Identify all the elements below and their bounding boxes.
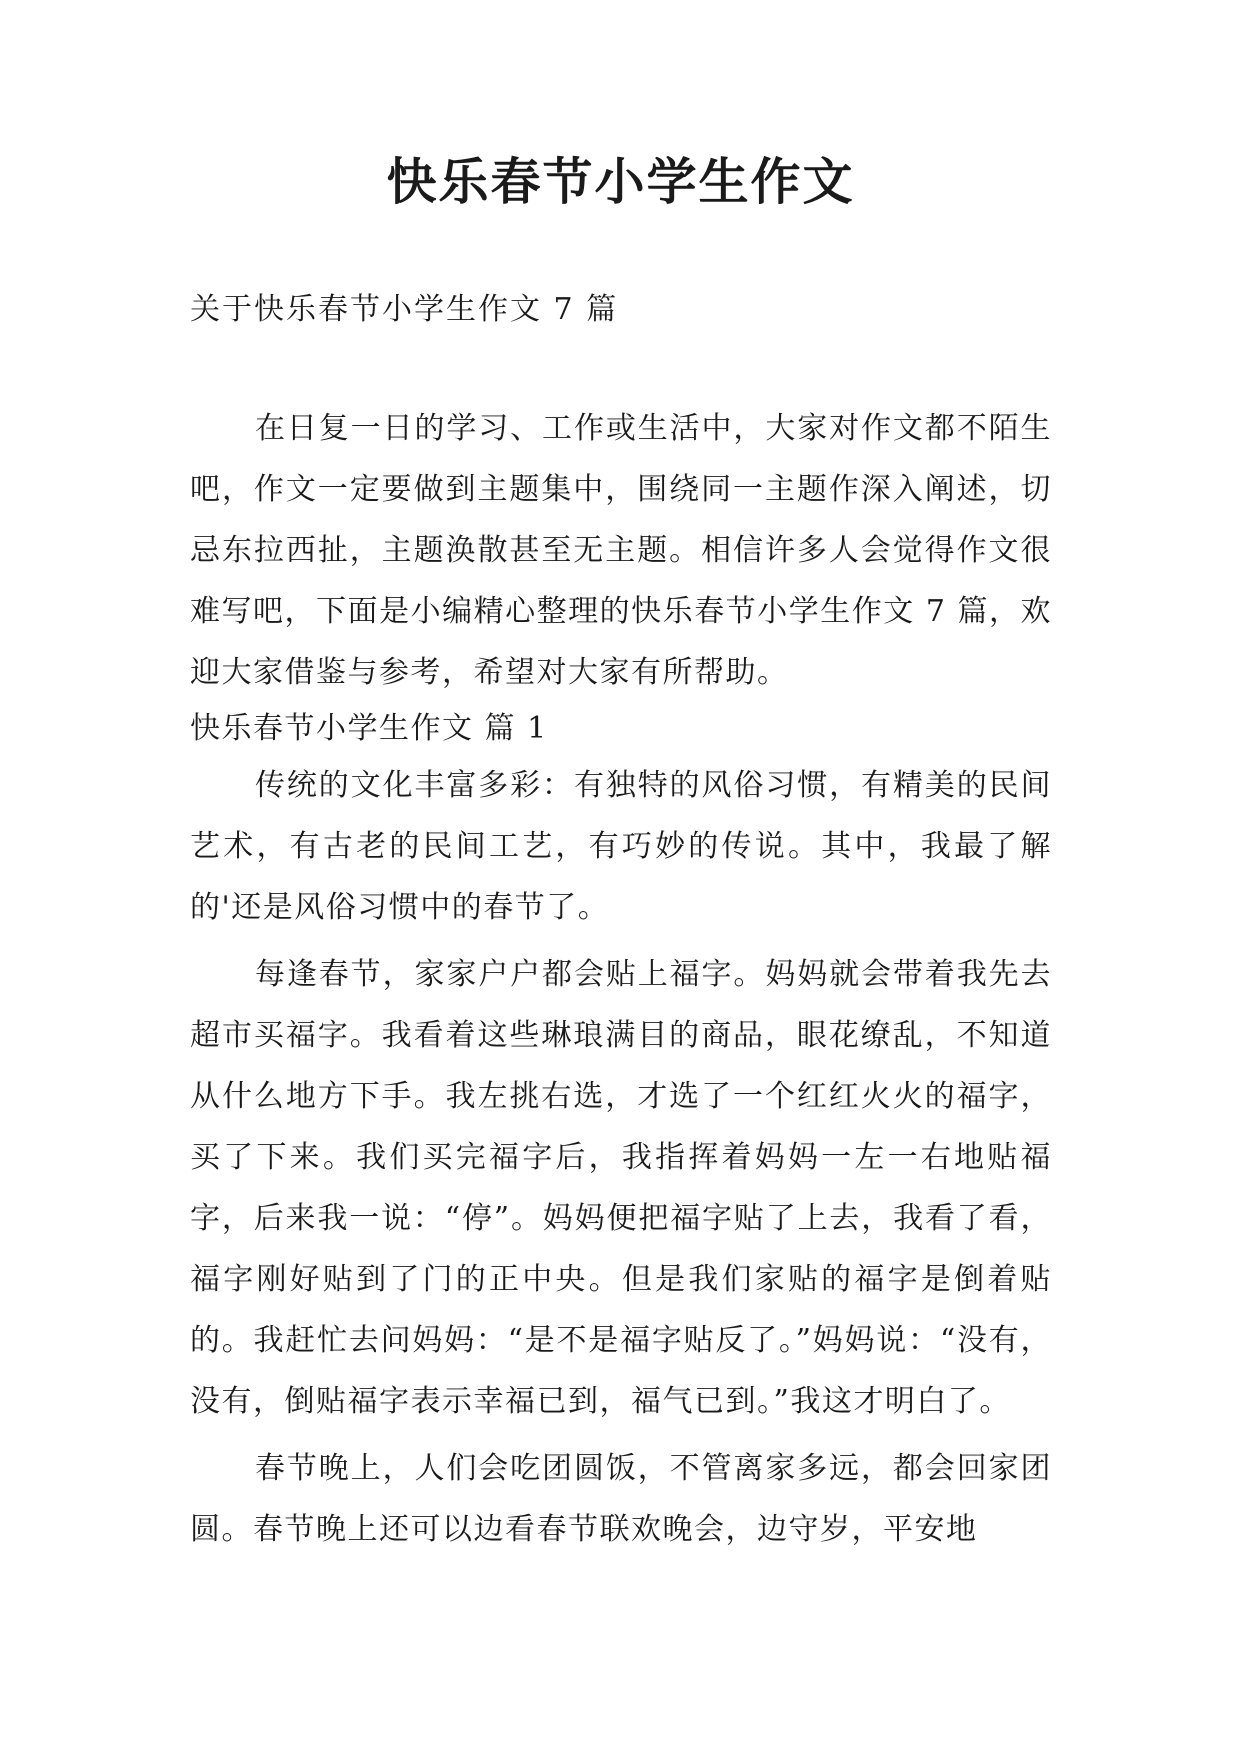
body-paragraph: 传统的文化丰富多彩：有独特的风俗习惯，有精美的民间艺术，有古老的民间工艺，有巧妙的传说。其中，我最了解的'还是风俗习惯中的春节了。 bbox=[190, 768, 1052, 925]
intro-paragraph: 在日复一日的学习、工作或生活中，大家对作文都不陌生吧，作文一定要做到主题集中，围绕同一主题作深入阐述，切忌东拉西扯，主题涣散甚至无主题。相信许多人会觉得作文很难写吧，下面是小编精心整理的快乐春节小学生作文 7 篇，欢迎大家借鉴与参考，希望对大家有所帮助。 bbox=[190, 411, 1052, 690]
document-title: 快乐春节小学生作文 bbox=[386, 152, 855, 211]
document-body bbox=[190, 398, 1052, 1560]
body-paragraph: 春节晚上，人们会吃团圆饭，不管离家多远，都会回家团圆。春节晚上还可以边看春节联欢晚会，边守岁，平安地 bbox=[190, 1451, 1052, 1547]
document-subtitle: 关于快乐春节小学生作文 7 篇 bbox=[190, 292, 619, 327]
section-heading: 快乐春节小学生作文 篇 1 bbox=[190, 711, 548, 746]
body-paragraph: 每逢春节，家家户户都会贴上福字。妈妈就会带着我先去超市买福字。我看着这些琳琅满目的商品，眼花缭乱，不知道从什么地方下手。我左挑右选，才选了一个红红火火的福字，买了下来。我们买完福字后，我指挥着妈妈一左一右地贴福字，后来我一说：“停”。妈妈便把福字贴了上去，我看了看，福字刚好贴到了门的正中央。但是我们家贴的福字是倒着贴的。我赶忙去问妈妈：“是不是福字贴反了。”妈妈说：“没有，没有，倒贴福字表示幸福已到，福气已到。”我这才明白了。 bbox=[190, 957, 1052, 1419]
